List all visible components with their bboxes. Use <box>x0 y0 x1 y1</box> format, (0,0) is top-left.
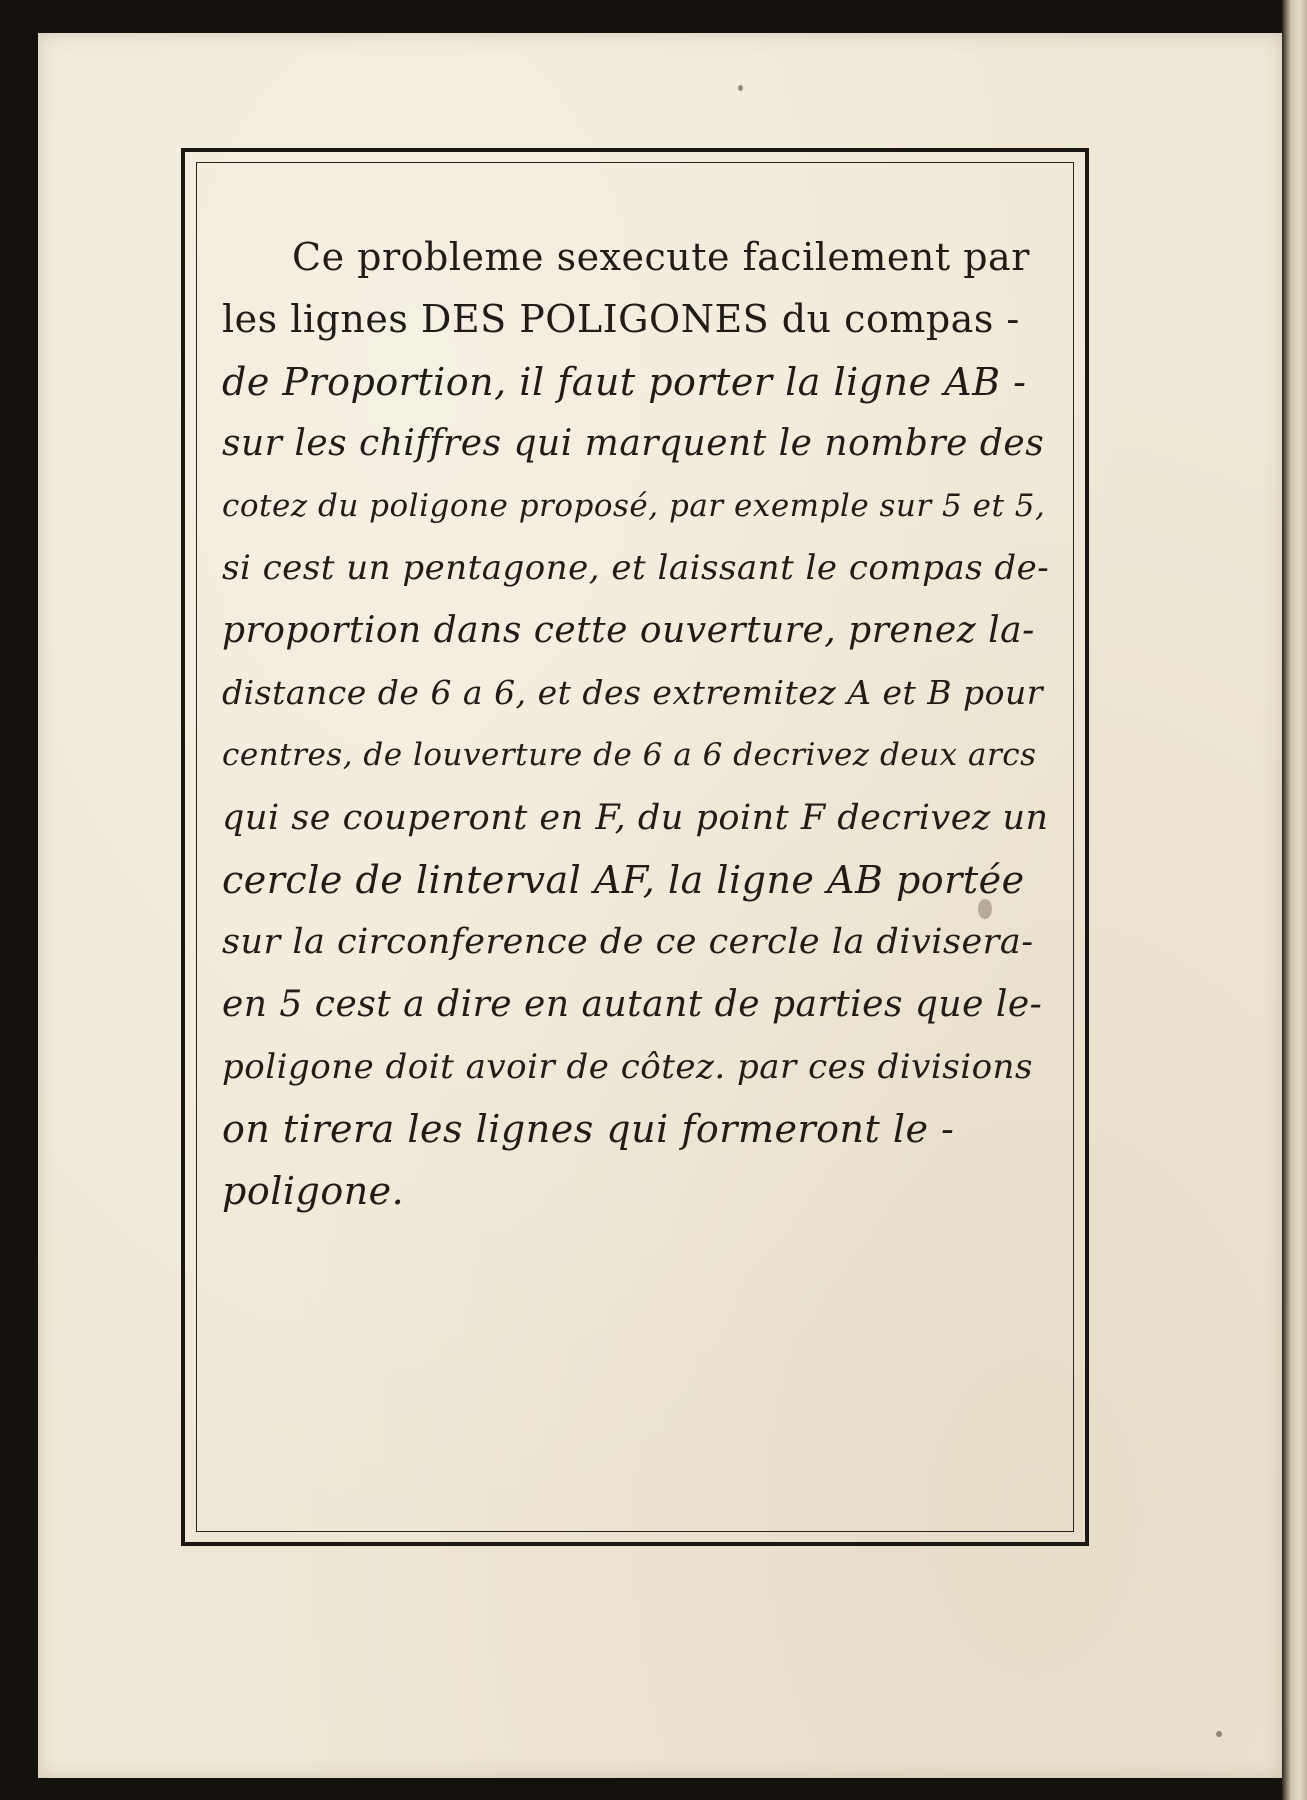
text-line: sur les chiffres qui marquent le nombre des <box>222 422 1045 464</box>
text-line: distance de 6 a 6, et des extremitez A et B pour <box>222 673 1044 713</box>
text-line: sur la circonference de ce cercle la divisera- <box>222 922 1034 963</box>
text-line: on tirera les lignes qui formeront le - <box>222 1107 955 1152</box>
text-line: proportion dans cette ouverture, prenez la- <box>222 609 1035 651</box>
text-line: poligone. <box>222 1169 405 1214</box>
adjacent-page-edge <box>1282 0 1307 1800</box>
text-line: Ce probleme sexecute facilement par <box>292 235 1030 279</box>
text-line: cercle de linterval AF, la ligne AB portée <box>222 857 1025 902</box>
text-line: de Proportion, il faut porter la ligne AB - <box>222 359 1027 404</box>
text-line: les lignes DES POLIGONES du compas - <box>222 297 1020 342</box>
text-line: qui se couperont en F, du point F decrivez un <box>222 797 1049 838</box>
ink-speck <box>738 85 743 91</box>
text-line: poligone doit avoir de côtez. par ces divisions <box>222 1046 1033 1087</box>
text-line: en 5 cest a dire en autant de parties que le- <box>222 983 1043 1025</box>
text-line: cotez du poligone proposé, par exemple sur 5 et 5, <box>222 488 1046 525</box>
text-line: centres, de louverture de 6 a 6 decrivez deux arcs <box>222 737 1037 774</box>
ink-speck <box>1216 1731 1222 1737</box>
manuscript-text <box>222 226 1052 1223</box>
text-line: si cest un pentagone, et laissant le compas de- <box>222 548 1050 589</box>
